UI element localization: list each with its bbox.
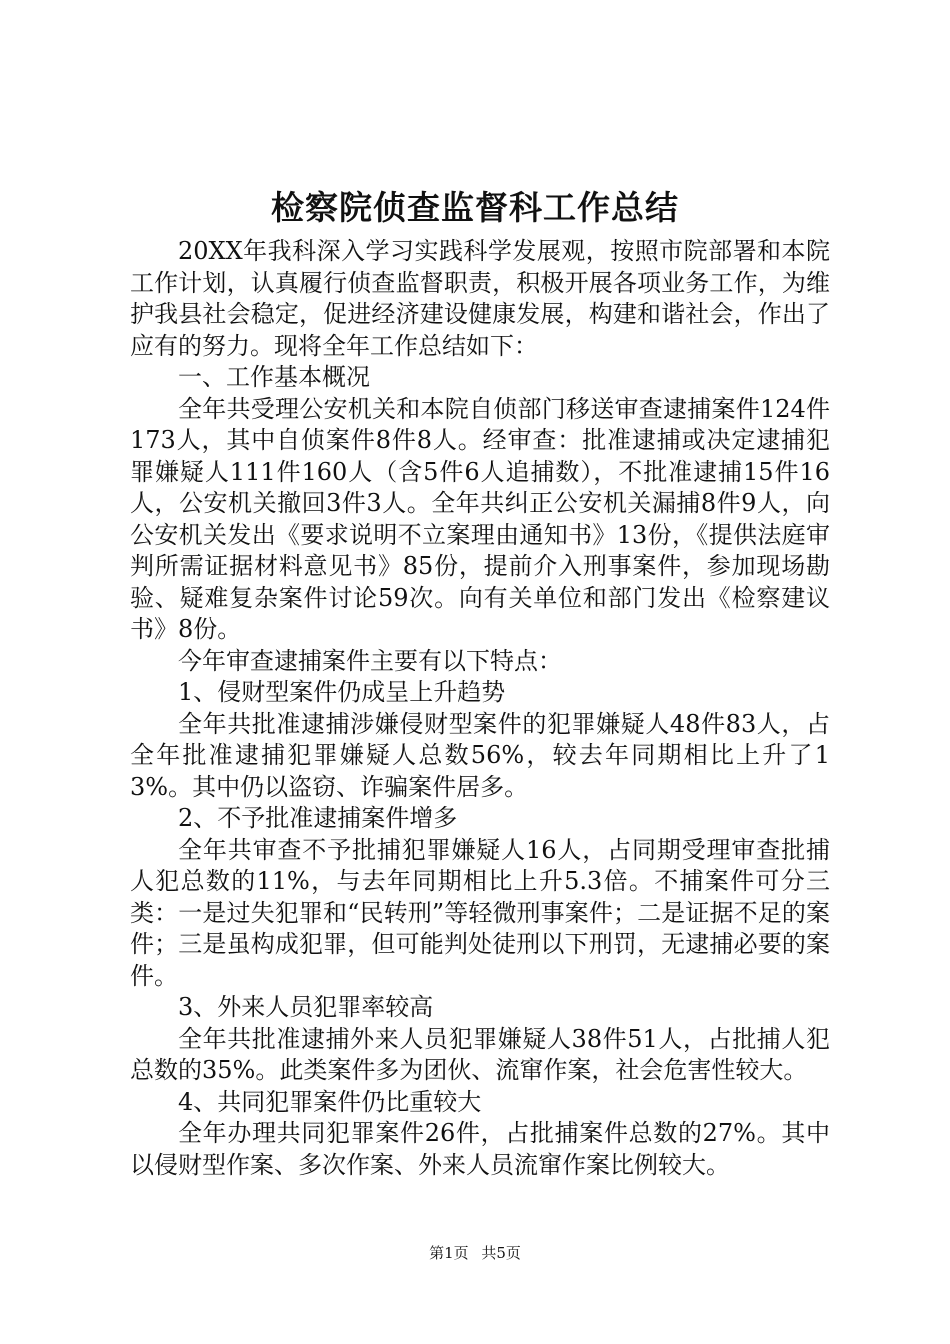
section-heading-overview: 一、工作基本概况 [178,363,370,391]
feature-heading-2: 2、不予批准逮捕案件增多 [178,804,458,832]
document-title: 检察院侦查监督科工作总结 [271,188,679,227]
feature-paragraph-2: 全年共审查不予批捕犯罪嫌疑人16人，占同期受理审查批捕人犯总数的11%，与去年同期相比上升5.3倍。不捕案件可分三类：一是过失犯罪和“民转刑”等轻微刑事案件；二是证据不足的案件；三是虽构成犯罪，但可能判处徒刑以下刑罚，无逮捕必要的案件。 [130,835,830,990]
feature-paragraph-1: 全年共批准逮捕涉嫌侵财型案件的犯罪嫌疑人48件83人，占全年批准逮捕犯罪嫌疑人总数56%，较去年同期相比上升了13%。其中仍以盗窃、诈骗案件居多。 [130,709,830,801]
feature-paragraph-3: 全年共批准逮捕外来人员犯罪嫌疑人38件51人，占批捕人犯总数的35%。此类案件多为团伙、流窜作案，社会危害性较大。 [130,1024,830,1084]
feature-heading-1: 1、侵财型案件仍成呈上升趋势 [178,678,506,706]
intro-paragraph: 20XX年我科深入学习实践科学发展观，按照市院部署和本院工作计划，认真履行侦查监督职责，积极开展各项业务工作，为维护我县社会稳定，促进经济建设健康发展，构建和谐社会，作出了应有的努力。现将全年工作总结如下： [130,237,830,360]
features-intro: 今年审查逮捕案件主要有以下特点： [178,646,562,675]
feature-paragraph-4: 全年办理共同犯罪案件26件，占批捕案件总数的27%。其中以侵财型作案、多次作案、外来人员流窜作案比例较大。 [130,1119,830,1179]
feature-heading-3: 3、外来人员犯罪率较高 [178,993,434,1021]
page-total: 共5页 [481,1244,521,1262]
overview-paragraph: 全年共受理公安机关和本院自侦部门移送审查逮捕案件124件173人，其中自侦案件8件8人。经审查：批准逮捕或决定逮捕犯罪嫌疑人111件160人（含5件6人追捕数），不批准逮捕15件16人，公安机关撤回3件3人。全年共纠正公安机关漏捕8件9人，向公安机关发出《要求说明不立案理由通知书》13份，《提供法庭审判所需证据材料意见书》85份，提前介入刑事案件，参加现场勘验、疑难复杂案件讨论59次。向有关单位和部门发出《检察建议书》8份。 [130,394,830,643]
document-body [130,236,830,1181]
page-footer [0,1242,950,1264]
page-number: 第1页 [429,1244,469,1262]
feature-heading-4: 4、共同犯罪案件仍比重较大 [178,1087,482,1116]
